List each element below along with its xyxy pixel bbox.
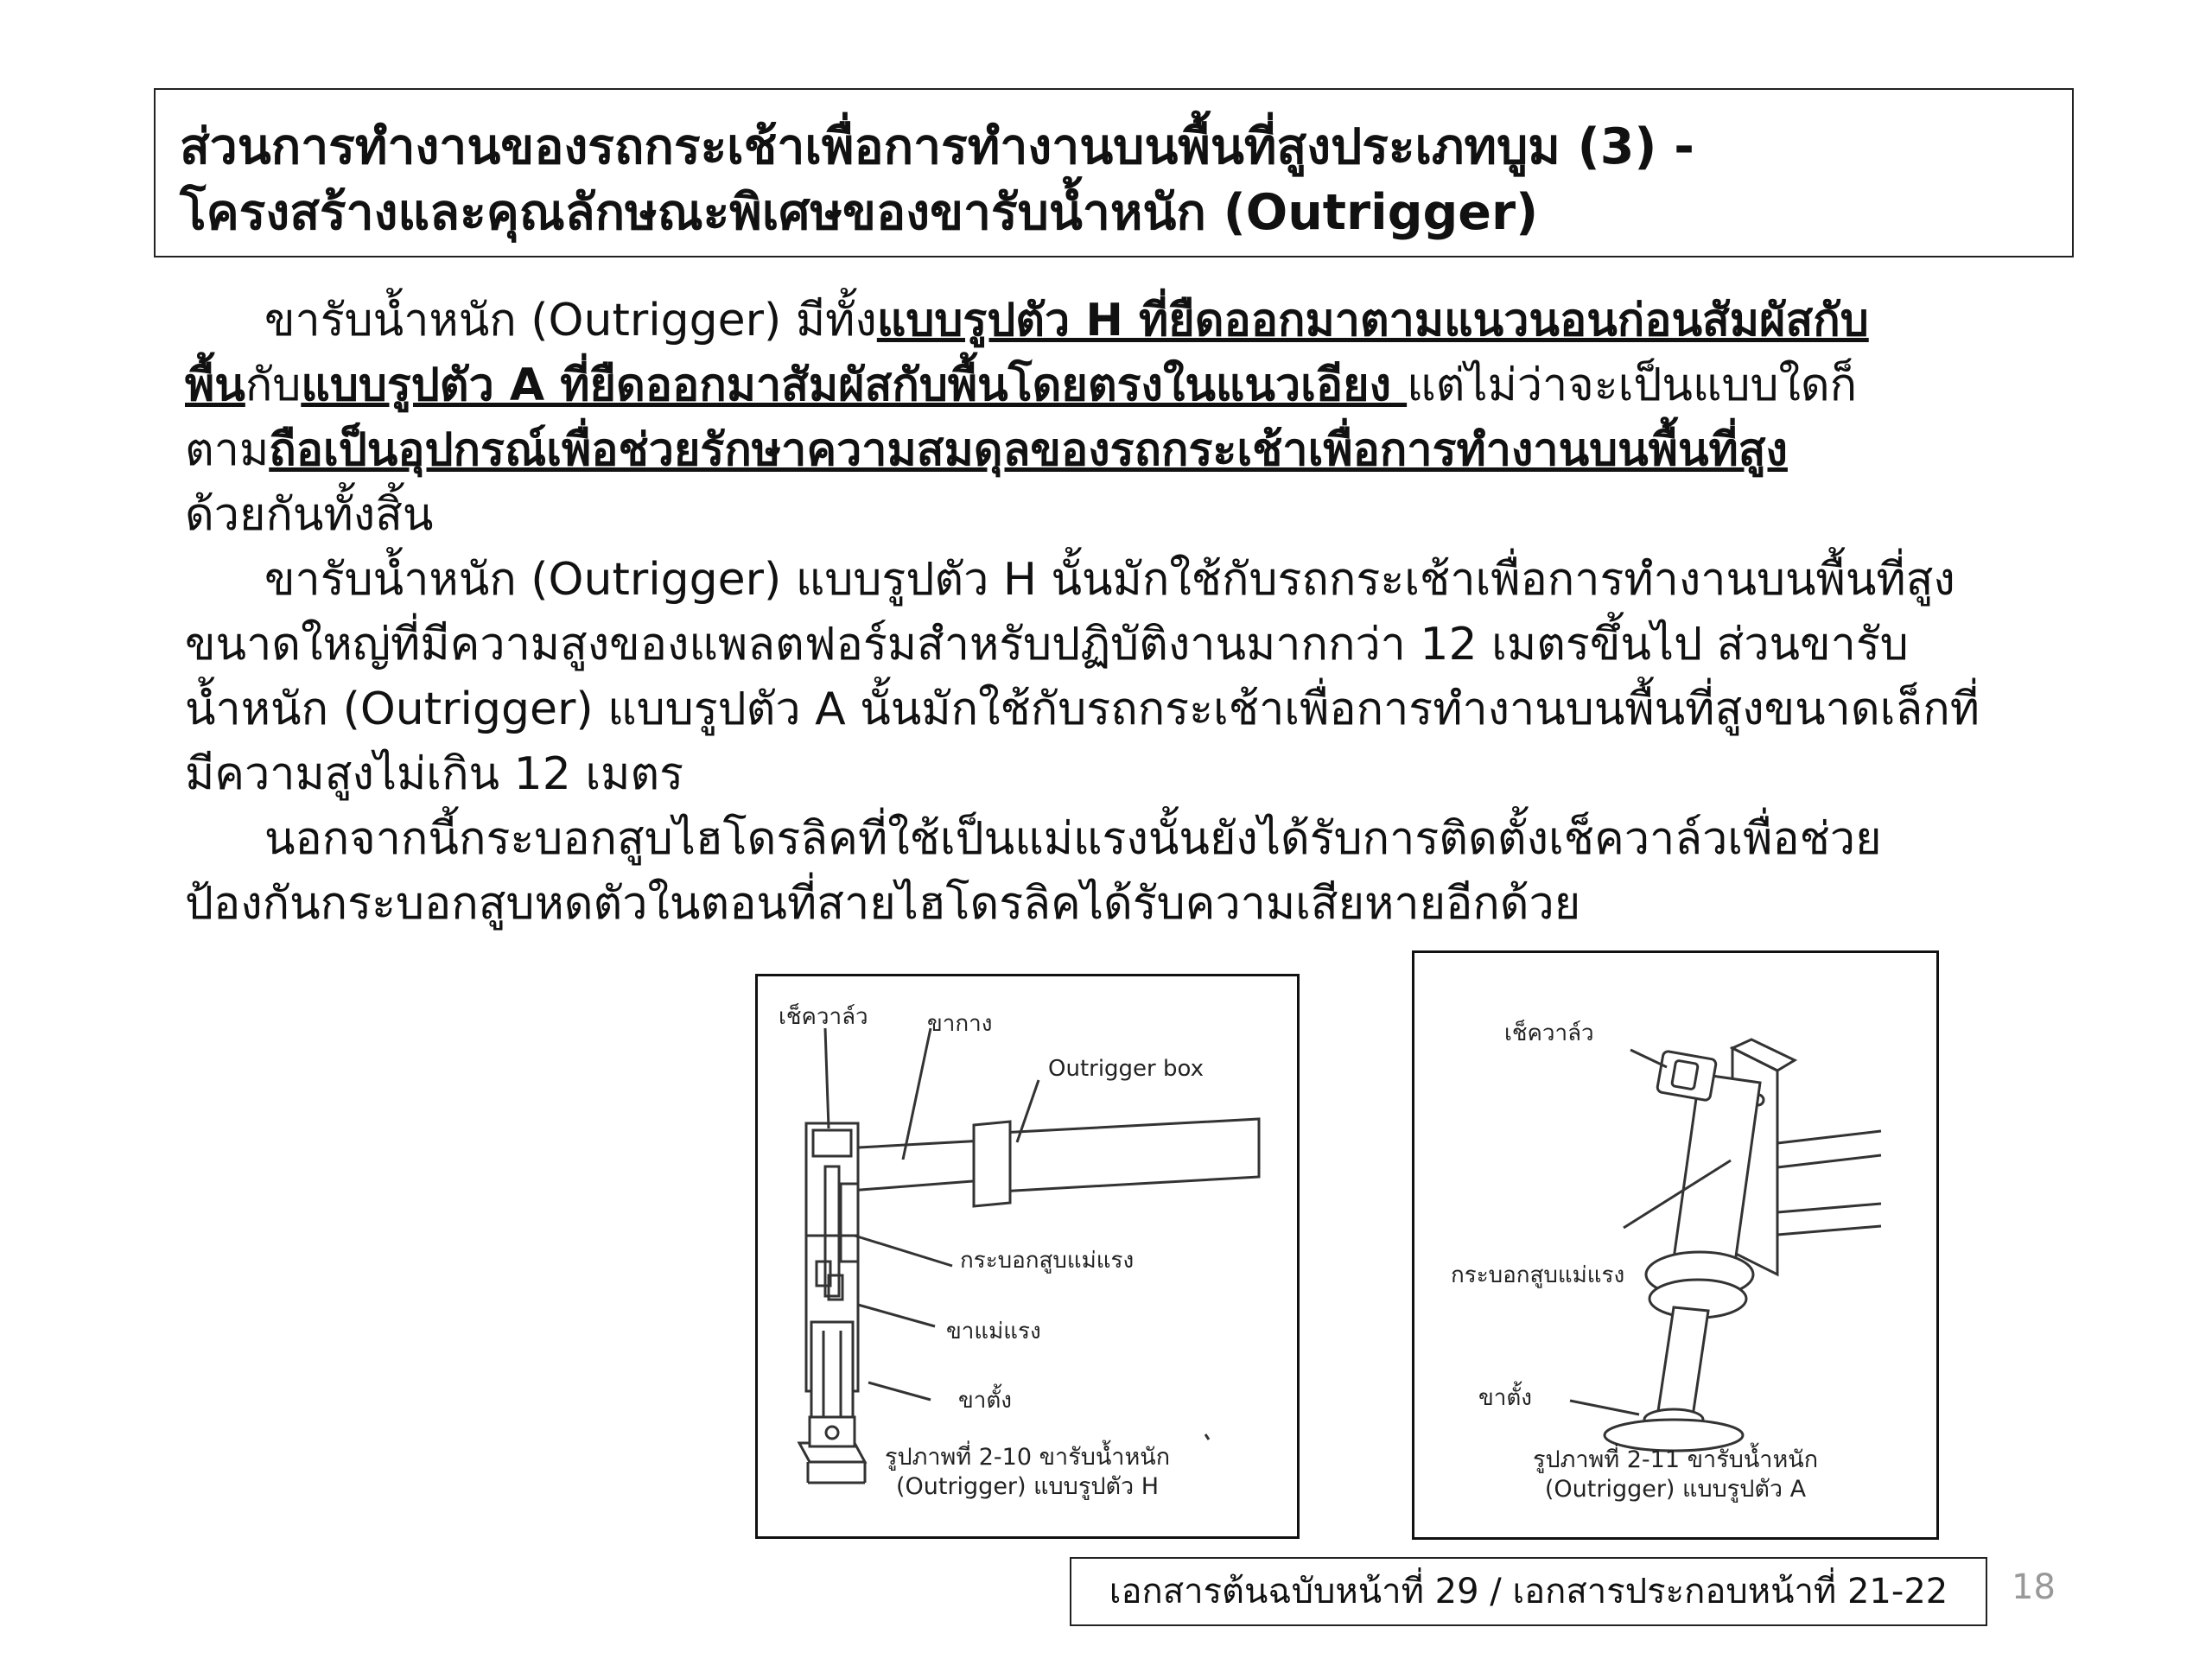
p1-text: กับ [245, 359, 302, 411]
label-outrigger-box: Outrigger box [1048, 1056, 1205, 1082]
figure-h-caption-2: (Outrigger) แบบรูปตัว H [895, 1473, 1160, 1500]
label-jack-cylinder: กระบอกสูบแม่แรง [1451, 1262, 1625, 1288]
source-reference-box: เอกสารต้นฉบับหน้าที่ 29 / เอกสารประกอบหน้าที่ 21-22 [1070, 1557, 1987, 1626]
p2-line-1 [185, 548, 2069, 613]
p1-text: ขารับน้ำหนัก (Outrigger) มีทั้ง [264, 295, 877, 346]
p1-emphasis-balance: ถือเป็นอุปกรณ์เพื่อช่วยรักษาความสมดุลของรถกระเช้าเพื่อการทำงานบนพื้นที่สูง [269, 424, 1788, 476]
label-foot: ขาตั้ง [958, 1388, 1012, 1414]
label-check-valve: เช็ควาล์ว [779, 1004, 868, 1030]
title-line-1: ส่วนการทำงานของรถกระเช้าเพื่อการทำงานบนพื้นที่สูงประเภทบูม (3) - [180, 118, 1694, 175]
p1-line-3 [185, 418, 2069, 483]
page-number: 18 [2012, 1567, 2056, 1607]
p3-line-1 [185, 807, 2069, 872]
p1-line-4: ด้วยกันทั้งสิ้น [185, 489, 434, 541]
p1-emphasis-ground: พื้น [185, 359, 245, 411]
figure-a-caption-1: รูปภาพที่ 2-11 ขารับน้ำหนัก [1532, 1446, 1819, 1473]
p3-line-2: ป้องกันกระบอกสูบหดตัวในตอนที่สายไฮโดรลิคได้รับความเสียหายอีกด้วย [185, 878, 1581, 930]
label-check-valve: เช็ควาล์ว [1504, 1020, 1594, 1046]
figure-h-type-outrigger [755, 974, 1300, 1539]
label-foot: ขาตั้ง [1478, 1385, 1532, 1411]
slide-title-box [154, 88, 2074, 257]
p1-text: ตาม [185, 424, 270, 476]
p1-emphasis-h-type: แบบรูปตัว H ที่ยืดออกมาตามแนวนอนก่อนสัมผัสกับ [876, 295, 1869, 346]
figure-a-caption-2: (Outrigger) แบบรูปตัว A [1544, 1476, 1807, 1503]
label-jack-leg: ขาแม่แรง [946, 1319, 1041, 1344]
p1-text: แต่ไม่ว่าจะเป็นแบบใดก็ [1407, 359, 1858, 411]
label-jack-cylinder: กระบอกสูบแม่แรง [960, 1248, 1135, 1274]
p2-line-2: ขนาดใหญ่ที่มีความสูงของแพลตฟอร์มสำหรับปฏิบัติงานมากกว่า 12 เมตรขึ้นไป ส่วนขารับ [185, 619, 1909, 671]
body-text [185, 289, 2069, 937]
p3-text: นอกจากนี้กระบอกสูบไฮโดรลิคที่ใช้เป็นแม่แรงนั้นยังได้รับการติดตั้งเช็ควาล์วเพื่อช่วย [264, 813, 1882, 865]
p2-line-4: มีความสูงไม่เกิน 12 เมตร [185, 748, 684, 800]
title-line-2: โครงสร้างและคุณลักษณะพิเศษของขารับน้ำหนัก (Outrigger) [180, 184, 1539, 241]
p1-line-1 [185, 289, 2069, 353]
p2-line-3: น้ำหนัก (Outrigger) แบบรูปตัว A นั้นมักใช้กับรถกระเช้าเพื่อการทำงานบนพื้นที่สูงขนาดเล็กที่ [185, 683, 1980, 735]
p1-emphasis-a-type: แบบรูปตัว A ที่ยืดออกมาสัมผัสกับพื้นโดยตรงในแนวเอียง [301, 359, 1408, 411]
p2-text: ขารับน้ำหนัก (Outrigger) แบบรูปตัว H นั้นมักใช้กับรถกระเช้าเพื่อการทำงานบนพื้นที่สูง [264, 554, 1955, 606]
label-leg: ขากาง [927, 1011, 993, 1037]
figure-h-caption-1: รูปภาพที่ 2-10 ขารับน้ำหนัก [884, 1444, 1171, 1471]
p1-line-2 [185, 353, 2069, 418]
figure-a-type-outrigger [1412, 950, 1939, 1540]
